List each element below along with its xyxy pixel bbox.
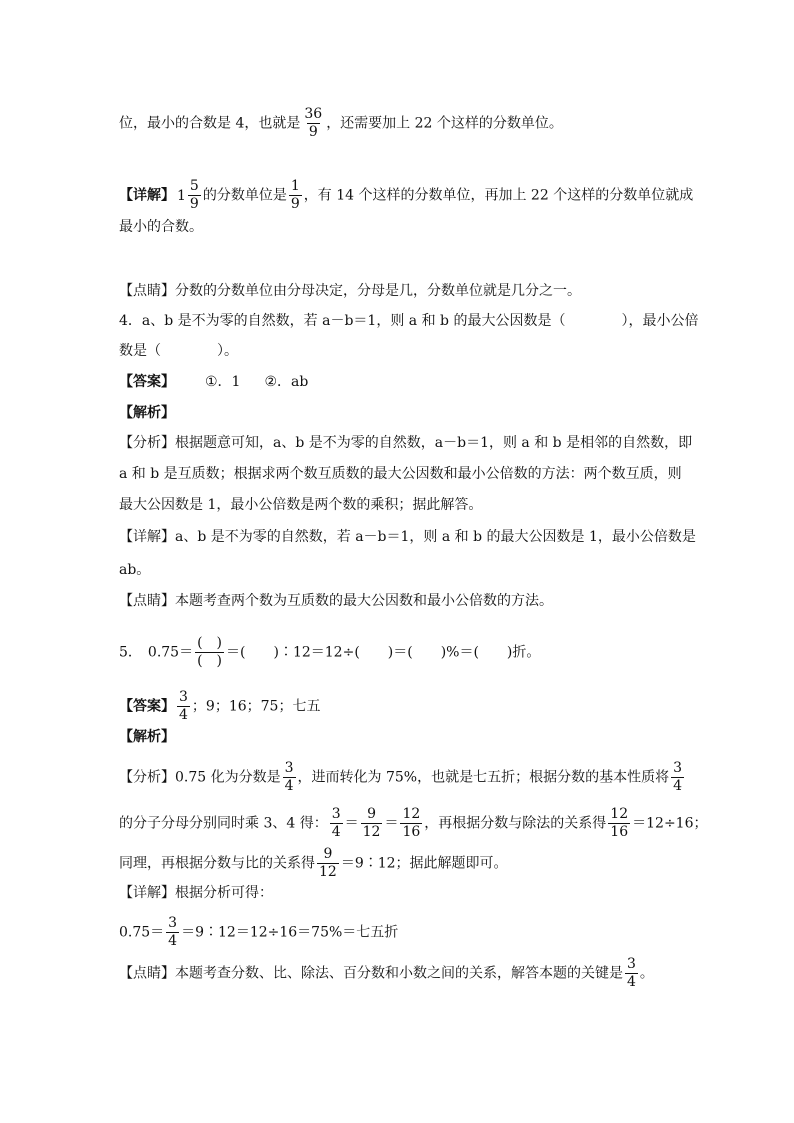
detail-4-line-2: ab。: [119, 562, 151, 578]
dianjing-4-line: 【点睛】本题考查两个数为互质数的最大公因数和最小公倍数的方法。: [119, 593, 553, 609]
answer-1: ①．1: [205, 374, 241, 390]
detail-line: [119, 178, 693, 213]
fraction: $\frac{12}{16}$: [402, 806, 421, 840]
answer-4-line: [119, 372, 308, 392]
answer-2: ②．ab: [264, 374, 309, 390]
fraction: $\frac{9}{12}$: [319, 846, 337, 880]
detail-tag: 【详解】: [119, 187, 175, 204]
text: 位，最小的合数是 4，也就是: [119, 115, 301, 132]
analysis-5-line-1: 【分析】0.75 化为分数是 $\frac{3}{4}$ ，进而转化为 75%，也就是七五折；根据分数的基本性质将 $\frac{3}{4}$: [119, 760, 683, 794]
dianjing-line-1: 【点睛】分数的分数单位由分母决定，分母是几，分数单位就是几分之一。: [119, 283, 581, 299]
question-4-line-1: 4．a、b 是不为零的自然数，若 a－b＝1，则 a 和 b 的最大公因数是（ ），最小公倍: [119, 313, 699, 329]
jiexi-tag-4: 【解析】: [119, 405, 175, 421]
fraction: $\frac{5}{9}$: [189, 178, 199, 212]
text: 的分数单位是: [202, 187, 287, 204]
fraction: $\frac{36}{9}$: [304, 106, 323, 140]
fraction: $\frac{3}{4}$: [168, 915, 178, 949]
detail-5-line-1: 【详解】根据分析可得：: [119, 885, 273, 901]
detail-5-equation: 0.75＝ $\frac{3}{4}$ ＝9∶12＝12÷16＝75%＝七五折: [119, 915, 399, 949]
fraction: $\frac{3}{4}$: [284, 760, 294, 794]
fraction: $\frac{9}{12}$: [362, 806, 381, 840]
text: ，有 14 个这样的分数单位，再加上 22 个这样的分数单位就成: [303, 187, 694, 204]
fraction: $\frac{3}{4}$: [179, 689, 188, 723]
analysis-5-line-3: 同理，再根据分数与比的关系得 $\frac{9}{12}$ ＝9∶12；据此解题即可。: [119, 846, 508, 880]
text-line-3: 最小的合数。: [119, 219, 203, 235]
analysis-5-line-2: 的分子分母分别同时乘 3、4 得： $\frac{3}{4}$ ＝ $\frac{9}{12}$ ＝ $\frac{12}{16}$ ，再根据分数与除法的关系得 $\frac{12}{16}$ ＝12÷16；: [119, 806, 708, 840]
dianjing-5-line: 【点睛】本题考查分数、比、除法、百分数和小数之间的关系，解答本题的关键是 $\frac{3}{4}$ 。: [119, 956, 654, 990]
fraction: $\frac{12}{16}$: [610, 806, 629, 840]
detail-4-line-1: 【详解】a、b 是不为零的自然数，若 a－b＝1，则 a 和 b 的最大公因数是 1，最小公倍数是: [119, 529, 696, 545]
fraction: $\frac{3}{4}$: [627, 956, 636, 990]
text-line-1: [119, 106, 563, 141]
mixed-whole: 1: [177, 187, 186, 204]
fraction: $\frac{1}{9}$: [290, 178, 300, 212]
analysis-4-line-1: 【分析】根据题意可知，a、b 是不为零的自然数，a－b＝1，则 a 和 b 是相邻的自然数，即: [119, 435, 693, 451]
fraction: $\frac{( )}{( )}$: [197, 635, 223, 669]
question-5-line: 5． 0.75＝ $\frac{( )}{( )}$ ＝( )∶12＝12÷( )＝( )%＝( )折。: [119, 635, 541, 669]
fraction: $\frac{3}{4}$: [331, 806, 341, 840]
fraction: $\frac{3}{4}$: [673, 760, 683, 794]
analysis-4-line-2: a 和 b 是互质数；根据求两个数互质数的最大公因数和最小公倍数的方法：两个数互质，则: [119, 466, 682, 482]
analysis-4-line-3: 最大公因数是 1，最小公倍数是两个数的乘积；据此解答。: [119, 497, 483, 513]
jiexi-tag-5: 【解析】: [119, 729, 175, 745]
question-4-line-2: 数是（ ）。: [119, 343, 238, 359]
answer-tag: 【答案】: [119, 698, 175, 715]
answer-tag: 【答案】: [119, 374, 175, 390]
question-number: 5．: [119, 644, 142, 661]
text: ，还需要加上 22 个这样的分数单位。: [326, 115, 563, 132]
answer-5-line: 【答案】 $\frac{3}{4}$ ；9；16；75；七五: [119, 689, 321, 723]
